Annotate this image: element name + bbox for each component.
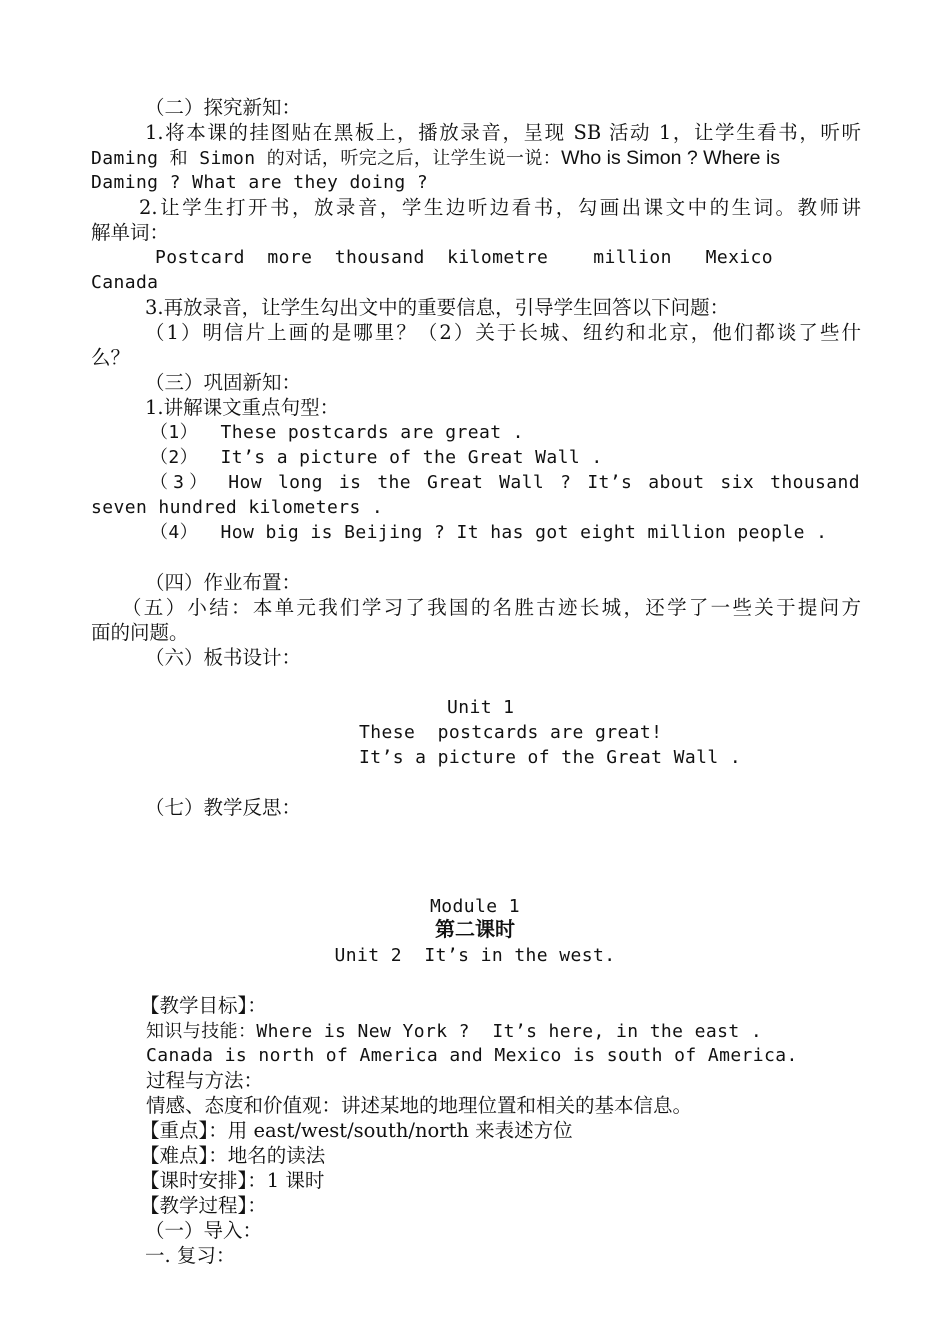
board-title: Unit 1 (447, 697, 515, 718)
step-1-line-2-cn: Daming 和 Simon 的对话，听完之后，让学生说一说： (91, 148, 562, 169)
key-sentence-3: （3） How long is the Great Wall ? It’s about six thousand (150, 472, 860, 493)
summary-line-2: 面的问题。 (91, 621, 189, 644)
section-heading-consolidate: （三）巩固新知： (145, 371, 302, 394)
goal-process: 过程与方法： (146, 1069, 264, 1092)
section-heading-explore: （二）探究新知： (145, 96, 302, 119)
goals-heading: 【教学目标】： (140, 994, 267, 1017)
step-1-line-3: Daming ? What are they doing ? (91, 172, 429, 193)
goal-knowledge-text: 知识与技能：Where is New York ? It’s here, in the east . (146, 1021, 763, 1042)
difficulty: 【难点】：地名的读法 (140, 1144, 326, 1167)
key-sentence-3-cont: seven hundred kilometers . (91, 497, 384, 518)
step-3-line-3: 么？ (91, 346, 131, 369)
board-line-2: It’s a picture of the Great Wall . (359, 747, 742, 768)
key-sentence-4: （4） How big is Beijing ? It has got eight million people . (150, 522, 828, 543)
procedure-heading: 【教学过程】： (140, 1194, 267, 1217)
board-line-1: These postcards are great! (359, 722, 663, 743)
step-2-line-1: 2.让学生打开书，放录音，学生边听边看书，勾画出课文中的生词。教师讲 (139, 196, 861, 219)
step-1-questions: Who is Simon ? Where is (561, 147, 781, 169)
key-sentence-1: （1） These postcards are great . (150, 422, 524, 443)
goal-knowledge-cont: Canada is north of America and Mexico is south of America. (146, 1045, 798, 1066)
step-3-line-1: 3.再放录音，让学生勾出文中的重要信息，引导学生回答以下问题： (145, 296, 730, 319)
vocabulary-list-2: Canada (91, 272, 159, 293)
schedule: 【课时安排】：1 课时 (140, 1169, 325, 1192)
key-sentences-heading: 1.讲解课文重点句型： (145, 396, 340, 419)
period-title: 第二课时 (435, 919, 515, 941)
goal-knowledge (146, 1018, 916, 1044)
goal-emotion: 情感、态度和价值观：讲述某地的地理位置和相关的基本信息。 (146, 1094, 693, 1117)
review-heading: 一. 复习： (145, 1244, 236, 1267)
section-heading-homework: （四）作业布置： (145, 571, 302, 594)
unit-title: Unit 2 It’s in the west. (334, 945, 616, 966)
vocabulary-list: Postcard more thousand kilometre million Mexico (155, 247, 774, 268)
section-heading-board: （六）板书设计： (145, 646, 302, 669)
module-title: Module 1 (430, 896, 520, 917)
summary-line-1: （五）小结：本单元我们学习了我国的名胜古迹长城，还学了一些关于提问方 (122, 596, 861, 619)
intro-heading: （一）导入： (145, 1219, 263, 1242)
key-point: 【重点】：用 east/west/south/north 来表述方位 (140, 1119, 573, 1142)
step-3-line-2: （1）明信片上画的是哪里？（2）关于长城、纽约和北京，他们都谈了些什 (145, 321, 861, 344)
step-2-line-2: 解单词： (91, 221, 170, 244)
step-1-line-2 (91, 145, 861, 171)
key-sentence-2: （2） It’s a picture of the Great Wall . (150, 447, 603, 468)
section-heading-reflection: （七）教学反思： (145, 796, 302, 819)
step-1-line-1: 1.将本课的挂图贴在黑板上，播放录音，呈现 SB 活动 1，让学生看书，听听 (145, 121, 861, 144)
